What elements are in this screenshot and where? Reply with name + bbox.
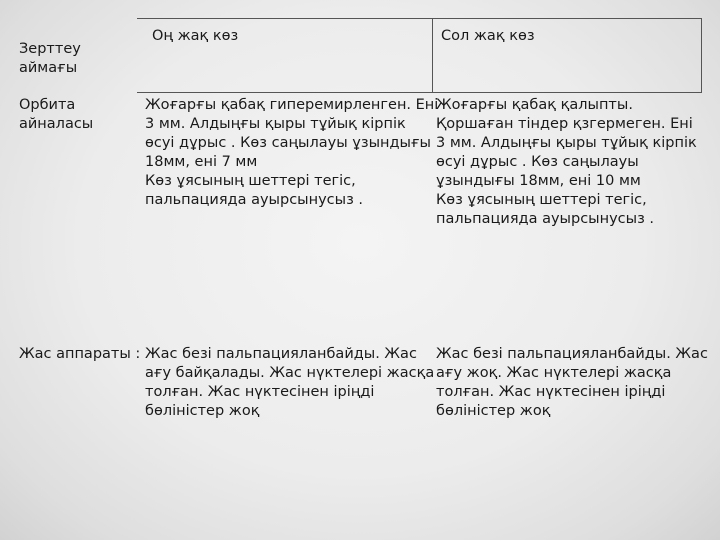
lacrimal-region-label: Жас аппараты : xyxy=(19,346,141,362)
header-right-eye-label: Оң жақ көз xyxy=(152,28,239,44)
header-divider xyxy=(432,18,433,93)
lacrimal-right-eye-text: Жас безі пальпацияланбайды. Жас ағу байқалады. Жас нүктелері жасқа толған. Жас нүктесінен іріңді бөліністер жоқ xyxy=(145,346,435,419)
header-left-eye-label: Сол жақ көз xyxy=(441,28,535,44)
header-region-label: Зерттеу аймағы xyxy=(19,41,81,76)
orbit-region-label: Орбита айналасы xyxy=(19,97,94,132)
lacrimal-left-eye-text: Жас безі пальпацияланбайды. Жас ағу жоқ. Жас нүктелері жасқа толған. Жас нүктесінен іріңді бөліністер жоқ xyxy=(436,346,708,419)
orbit-right-eye-text: Жоғарғы қабақ гиперемирленген. Ені 3 мм. Алдыңғы қыры тұйық кірпік өсуі дұрыс . Көз саңылауы ұзындығы 18мм, ені 7 мм Көз ұясының шеттері тегіс, пальпацияда ауырсынусыз . xyxy=(145,97,439,208)
orbit-left-eye-text: Жоғарғы қабақ қалыпты. Қоршаған тіндер қзгермеген. Ені 3 мм. Алдыңғы қыры тұйық кірпік өсуі дұрыс . Көз саңылауы ұзындығы 18мм, ені 10 мм Көз ұясының шеттері тегіс, пальпацияда ауырсынусыз . xyxy=(436,97,697,227)
